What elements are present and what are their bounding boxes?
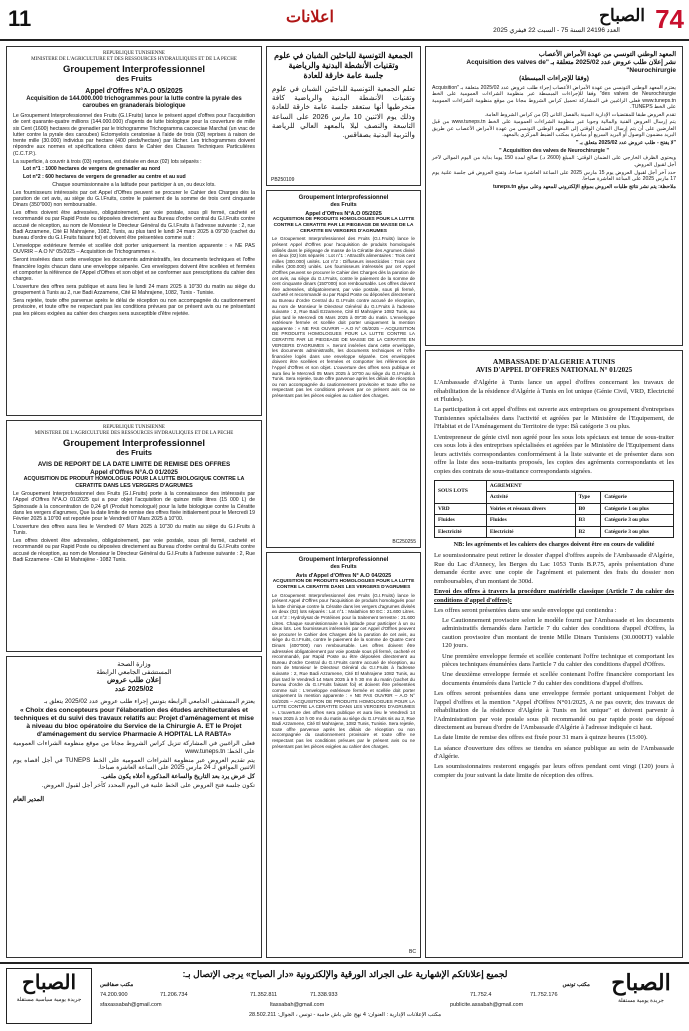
ad3-p4: يتم تقديم العروض عبر منظومة الشراءات العمومية على الخط TUNEPS في أجل أقصاه يوم الاثنين الموافق لـ 24 مارس 2025 على الساعة العاشرة صباحا. — [13, 756, 255, 772]
gip-logo: REPUBLIQUE TUNISIENNE MINISTERE DE L'AGRICULTURE DES RESSOURCES HYDRAULIQUES ET DE LA PECHE Groupement Interprofessionnel des Fruits — [34, 425, 234, 457]
table-head: Catégorie — [601, 492, 674, 504]
ad1-p2: La superficie, à couvrir à trois (03) reprises, est divisée en deux (02) lots séparés : — [13, 158, 202, 165]
footer — [0, 962, 689, 1031]
ad-institut-neurologie — [425, 46, 683, 346]
ad-avis-report — [6, 420, 262, 652]
table-row: VRD Voiries et réseaux divers B0 Catégorie 1 ou plus — [435, 503, 674, 515]
ad1-subtitle: Acquisition de 144.000.000 trichogrammes pour la lutte contre la pyrale des caroubes en granaderais biologique — [26, 96, 242, 109]
ad5-body: Le Groupement Interprofessionnel des Fruits (G.I.Fruits) lance le présent Appel d'Offres pour l'acquisition de produits homologués utilisés dans le piégeage de masse de la Cératite des Agrumes divisé en deux (02) lots séparés : Lot n°1 : Attractifs alimentaires : Trois cent milles (300.000) unités. Lot n°2 : Diffuseurs insecticides : Trois cent milles (300.000) unités. Les fournisseurs intéressés par cet Appel d'Offres peuvent se procurer le Cahier des Charges dès la parution de cet avis, au siège du G.I.Fruits, contre le paiement de la somme de cent cinquante dinars (150"000) non remboursable. Les offres doivent être adressées, obligatoirement, par voie postale, sous pli fermé, cacheté et recommandé ou par Rapid Poste ou déposées directement au Bureau d'ordre Central du G.I.Fruits contre accusé de réception, au nom de Monsieur le Directeur Général du G.I.Fruits à l'adresse suivante : 2, Rue Badi Ezzamene, Cité El Mahrajene 1082 Tunis, au plus tard le Mercredi 05 Mars 2025 à 09"30 du matin. L'enveloppe extérieure fermée et scellée doit porter uniquement la mention apparente : « NE PAS OUVRIR – A.O N° 05/2025 – ACQUISITION DE PRODUITS HOMOLOGUES POUR LA LUTTE CONTRE LA CERATITE PAR LE PIEGEAGE DE MASSE DE LA CERATITE EN VERGERS D'AGRUMES ». Seront insérées dans cette enveloppe, les documents administratifs, les documents techniques et l'offre financière logés dans une enveloppe séparée. Ces enveloppes doivent être scellées et fermées et comporter les références de l'Appel d'Offres et son objet. L'ouverture des offres sera publique et aura lieu le Mercredi 05 Mars 2025 à 10"00 au siège du G.I.Fruits à Tunis. Sera rejetée, toute offre parvenue après les délais de réception ou non accompagnée du cautionnement provisoire et toute offre ne respectant pas les conditions prévues par ce présent avis ou ne présentant pas les pièces exigées au cahier des charges. — [272, 236, 415, 399]
section-title: اعلانات — [286, 9, 334, 26]
ad-appel-offres-piegeage — [266, 190, 421, 548]
issue-line: العدد 24196 السنة 75 - السبت 22 فيفري 2025 — [493, 27, 620, 34]
tel: 71.338.933 — [310, 992, 338, 998]
ad6-subtitle: ACQUISITION DE PRODUITS HOMOLOGUES POUR LA LUTTE CONTRE LA CERATITE DANS LES VERGERS D'AGRUMES — [272, 579, 415, 590]
ad5-title: Appel d'Offres N°A.O 05/2025 — [305, 210, 382, 217]
ad3-sign: المدير العام — [13, 796, 45, 804]
brand-number: 74 — [655, 4, 684, 34]
tel: 71.206.734 — [160, 992, 188, 998]
ad4-subtitle: جلسة عامة خارقة للعادة — [303, 71, 384, 80]
ad1-p5: Les offres doivent être adressées, obligatoirement, par voie postale, sous pli fermé, cacheté et recommandé ou par Rapid Poste ou déposées directement au Bureau d'ordre central du G.I.Fruits contre accusé de réception, au nom de Monsieur le Directeur Général du G.I.Fruits à l'adresse suivante : 2, rue Badi Azzamene, Cité El Mahrajene, 1082, Tunis, au plus tard le lundi 24 mars 2025 à 09"30 (cachet du bureau d'ordre du G.I.Fruits faisant foi) et doivent être présentées comme suit : — [13, 210, 255, 242]
ad1-title: Appel d'Offres N°A.O 05/2025 — [85, 88, 183, 95]
tel: 74.200.900 — [100, 992, 128, 998]
ad7-l1: المعهد الوطني التونسي من عهدة الأمراض الأعصاب — [538, 51, 676, 58]
ad1-p6: L'enveloppe extérieure fermée et scellée doit porter uniquement la mention apparente : « NE PAS OUVRIR – A.O N° 05/2025 – Acquisition de Trichogrammes ». — [13, 243, 255, 256]
ad7-body3: يتم إرسال العروض الفنية والمالية وجوبا عبر منظومة الشراءات العمومية على الخط www.tuneps.tn من قبل العارضين على أن يتم إرسال الضمان الوقتي إلى المعهد الوطني التونسي من عهدة الأمراض الأعصاب عن طريق البريد مضمون الوصول أو البريد السريع أو مباشرة بمكتب الضبط المركزي بالمعهد. — [432, 119, 676, 139]
ad4-code: PB250109 — [271, 177, 295, 183]
ad7-l2: نشر إعلان طلب عروض عدد 2025/02 متعلقة بـ "Acquisition des valves de Neurochirurgie" — [466, 59, 676, 74]
header-rule — [0, 39, 689, 41]
ad8-p10: Les soumissionnaires resteront engagés par leurs offres pendant cent vingt (120) jours à compter du jour suivant la date limite de réception des offres. — [434, 763, 674, 779]
ad8-p1: L'Ambassade d'Algérie à Tunis lance un appel d'offres concernant les travaux de réhabilitation de la résidence d'Algérie à Tunis en lot unique (Génie Civil, VRD, Electricité et Fluides). — [434, 379, 674, 404]
office-sfax: مكتب صفاقس — [100, 982, 134, 988]
page-number: 11 — [8, 6, 32, 31]
gip-logo: REPUBLIQUE TUNISIENNE MINISTERE DE L'AGRICULTURE ET DES RESSOURCES HYDRAULIQUES ET DE LA PECHE Groupement Interprofessionnel des Fruits — [31, 51, 237, 83]
ad6-body: Le Groupement Interprofessionnel des Fruits (G.I.Fruits) lance le présent Appel d'Offres pour l'acquisition de produits homologués pour la lutte chimique contre la Cératite dans les vergers d'agrumes divisés en deux (02) lots séparés : Lot n°1 : Malathion 50 EC : 21.600 Litres. Lot n°2 : Hydrolysat de Protéines pour la traitement terrestre : 21.600 Litres. Chaque soumissionnaire a la latitude pour participer à un ou deux lots. Les fournisseurs intéressés par cet Appel d'Offres peuvent se procurer le Cahier des Charges dès la parution de cet avis, au siège du G.I.Fruits, contre le paiement de la somme de Quatre Cent Dinars (400"000) non remboursable. Les offres doivent être adressées obligatoirement par voie postale sous pli fermé, cacheté et recommandé, par Rapid Poste ou être déposées directement au Bureau d'ordre Central du G.I.Fruits contre accusé de réception, au nom de Monsieur le Directeur Général du G.I.Fruits à l'adresse suivante : 2, Rue Badi Azzamene, Cité El Mahrajene 1082 Tunis, au plus tard le Vendredi 14 Mars 2025 à 9 h 30 mn du matin (cachet du bureau d'ordre du G.I.Fruits faisant foi) et doivent être présentées comme suit : L'enveloppe extérieure fermée et scellée doit porter uniquement la mention apparente : « NE PAS OUVRIR – A.O N° 04/2025 – ACQUISITION DE PRODUITS HOMOLOGUES POUR LA LUTTE CONTRE LA CERATITE DANS LES VERGERS D'AGRUMES ». L'ouverture des offres sera publique et aura lieu le Vendredi 14 Mars 2025 à 10 h 00 mn du matin au siège du G.I.Fruits sis au 2, Rue Badi Azzamene, Cité El Mahrajene, 1082 Tunis, Tunisie. Sera rejetée, toute offre parvenue après les délais de réception ou non accompagnée du cautionnement provisoire et toute offre ne respectant pas les conditions prévues par le présent avis ou ne présentant pas les pièces exigées au cahier des charges. — [272, 592, 415, 749]
ad8-i1: Le Cautionnement provisoire selon le modèle fourni par l'Ambassade et les documents administratifs demandés dans l'article 7 du cahier des conditions d'appel d'Offres, la caution provisoire d'un montant de trente Mille Dinars Tunisiens (30.000DT) valable 120 jours. — [442, 616, 674, 650]
ad6-title: Avis d'Appel d'Offres N° A.O 04/2025 — [295, 572, 392, 579]
ad2-p3: Les offres doivent être adressées, obligatoirement, par voie postale, sous pli fermé, cacheté et recommandé ou par Rapid Poste ou déposées directement au Bureau d'ordre central du G.I.Fruits contre accusé de réception, au nom de Monsieur le Directeur Général du G.I.Fruits à l'adresse suivante : 2, Rue Badi Ezzamene - Cité El Mahrajène - 1082 Tunis. — [13, 538, 255, 563]
ad8-p5: Envoi des offres à travers la procédure matérielle classique (Article 7 du cahier des conditions d'appel d'offres): — [434, 587, 674, 604]
ad2-p2: L'ouverture des offres aura lieu le Vendredi 07 Mars 2025 à 10"30 du matin au siège du G.I.Fruits à Tunis. — [13, 523, 255, 537]
ad8-p2: La participation à cet appel d'offres est ouverte aux entreprises ou groupement d'entreprises Tunisiennes spécialisées dans l'activité et agréées par le Ministère de l'Equipement, de l'Habitat et de l'Aménagement du Territoire de type: Bâ catégorie 3 ou plus. — [434, 406, 674, 431]
ad8-i3: Une deuxième enveloppe fermée et scellée contenant l'offre financière comportant les documents énumérés dans l'article 7 du cahier des conditions d'appel d'offres. — [442, 671, 674, 687]
table-head: SOUS LOTS — [435, 480, 487, 503]
email: sfaxassabah@gmail.com — [100, 1002, 162, 1008]
ad-association — [266, 46, 421, 186]
gip-logo: Groupement Interprofessionnel des Fruits — [298, 557, 389, 570]
ad3-p3: فعلى الراغبين في المشاركة تنزيل كراس الشروط مجانا من موقع منظومة الشراءات العمومية على الخط: www.tuneps.tn — [13, 740, 255, 755]
ad5-subtitle: ACQUISITION DE PRODUITS HOMOLOGUES POUR LA LUTTE CONTRE LA CERATITE PAR LE PIEGEAGE DE MASSE DE LA CERATITE EN VERGERS D'AGRUMES — [272, 217, 415, 234]
ad8-i2: Une première enveloppe fermée et scellée contenant l'offre technique et comportant les pièces techniques énumérées dans l'article 7 du cahier des conditions d'appel d'Offres. — [442, 652, 674, 669]
ad-hopital-rabta — [6, 656, 262, 958]
ad8-p8: La date limite de remise des offres est fixée pour 31 mars à quinze heures (15:00). — [434, 734, 648, 742]
footer-title: لجميع إعلاناتكم الإشهارية على الجرائد الورقية والإلكترونية «دار الصباح» يرجى الإتصال بـ: — [182, 969, 508, 979]
table-head: Type — [575, 492, 601, 504]
ad7-l5: " Acquisition des valves de Neurochirurgie " — [499, 147, 609, 154]
ad8-nb: NB: les agréments et les cahiers des charges doivent être en cours de validité — [453, 541, 655, 549]
ad3-p5: كل عرض يرد بعد التاريخ والساعة المذكورة أعلاه يكون ملغى. — [101, 773, 255, 781]
header — [0, 0, 689, 42]
ad4-title: الجمعية التونسية للباحثين الشبان في علوم وتقنيات الأنشطة البدنية والرياضية — [274, 51, 413, 70]
ad1-p8: L'ouverture des offres sera publique et aura lieu le lundi 24 mars 2025 à 10"30 du matin au siège du groupement à Tunis au 2, rue Badi Azzamene, Cité El Mahrajene, 1082, Tunis - Tunisie. — [13, 283, 255, 297]
ad3-p1: يعتزم المستشفى الجامعي الرابطة بتونس إجراء طلب عروض عدد 2025/02 يتعلق بـ — [44, 698, 255, 705]
ad8-title: AMBASSADE D'ALGERIE A TUNIS — [492, 357, 616, 366]
tel: 71.752.4 — [470, 992, 492, 998]
ad3-p2: « Choix des concepteurs pour l'élaboration des études architecturales et techniques et du suivi des travaux relatifs au: Projet d'aménagement et mise à niveau du bloc opératoire du Service de la Chirurgie A. ET le Projet d'aménagement du service Pharmacie A HOPITAL LA RABTA» — [14, 706, 254, 738]
ad1-p9: Sera rejetée, toute offre parvenue après le délai de réception ou non accompagnée du cautionnement provisoire, et toute offre ne respectant pas les conditions prévues par ce présent avis ou ne présentant pas les pièces exigées au cahier des charges sera susceptible d'être rejetée. — [13, 298, 255, 317]
ad2-p1: Le Groupement Interprofessionnel des Fruits (G.I.Fruits) porte à la connaissance des intéressés par l'Appel d'Offres N°A.O 01/2025 qui a pour objet l'acquisition de quinze mille litres (15 000 L) de Spinosade à la concentration de 0,24 g/l (Produit homologué) pour la lutte biologique contre la Cératite dans les vergers d'agrumes, Que la date limite de remise des offres fixée initialement pour le Mercredi 19 Février 2025 à 10"00 est reportée pour le Vendredi 07 Mars 2025 à 10"00. — [13, 491, 255, 523]
ad8-p7: Les offres seront présentées dans une enveloppe fermée portant uniquement l'objet de l'appel d'offres et la mention "Appel d'Offres N°01/2025, A ne pas ouvrir, des travaux de réhabilitation de la résidence d'Algérie à Tunis en lot unique" et doivent parvenir à l'Administration par voie postale sous pli recommandé ou par rapide poste ou déposé directement au bureau d'ordre de l'Ambassade d'Algérie à l'adresse indiquée ci haut. — [434, 689, 674, 732]
tel: 71.352.811 — [250, 992, 278, 998]
ad-ambassade-algerie — [425, 350, 683, 958]
ad6-code: BC — [409, 949, 416, 955]
office-tunis: مكتب تونس — [562, 982, 590, 988]
ad1-p4: Les fournisseurs intéressés par cet Appel d'Offres peuvent se procurer le Cahier des Charges dès la parution de cet avis, au siège du G.I.Fruits, contre le paiement de la somme de trois cent cinquante Dinars (350"000) non remboursable. — [13, 189, 255, 209]
table-row: Fluides Fluides B3 Catégorie 3 ou plus — [435, 515, 674, 527]
sublots-table — [434, 480, 674, 539]
ad1-lot2: Lot n°2 : 600 hectares de vergers de grenadier au centre et au sud — [23, 174, 186, 181]
ad1-lot1: Lot n°1 : 1000 hectares de vergers de grenadier au nord — [23, 166, 161, 173]
tel: 71.752.176 — [530, 992, 558, 998]
ad7-body5: حدد آخر أجل لقبول العروض يوم 15 مارس 2025 على الساعة العاشرة صباحا، وتفتح العروض في جلسة علنية يوم 17 مارس 2025 على الساعة العاشرة صباحا. — [432, 169, 676, 182]
ad-appel-offres-trichogrammes — [6, 46, 262, 416]
ad8-p9: La séance d'ouverture des offres se tiendra en séance publique au sein de l'Ambassade d'Algérie. — [434, 744, 674, 761]
ad7-body6: ملاحظة: يتم نشر نتائج طلبات العروض بموقع الإلكتروني للمعهد وعلى موقع tuneps.tn — [492, 183, 676, 190]
ad2-ref: Appel d'Offres N°A.O 01/2025 — [90, 468, 178, 476]
table-head: Activité — [486, 492, 575, 504]
email: ltassabah@gmail.com — [270, 1002, 325, 1008]
table-row: Electricité Electricité B2 Catégorie 3 ou plus — [435, 526, 674, 538]
ad-appel-offres-ceratite — [266, 552, 421, 958]
ad2-title: AVIS DE REPORT DE LA DATE LIMITE DE REMISE DES OFFRES — [37, 461, 231, 468]
footer-logo-left: الصباح جريدة يومية سياسية مستقلة — [6, 968, 92, 1024]
ad3-header: وزارة الصحة المستشفى الجامعي الرابطة إعلان طلب عروض 2025/02 عدد — [96, 661, 172, 693]
ad7-body1: يعتزم المعهد الوطني التونسي من عهدة الأمراض الأعصاب إجراء طلب عروض عدد 2025/02 متعلقة بـ "Acquisition des valves de Neurochirurgie" وفقا للإجراءات المبسطة عبر منظومة الشراءات العمومية على الخط www.tuneps.tn فعلى الراغبين في المشاركة تحميل كراس الشروط مجانا من موقع منظومة الشراءات العمومية على الخط TUNEPS. — [432, 85, 677, 110]
ad5-code: BC250255 — [392, 539, 416, 545]
ad7-body2: تقدم العروض طبقا للمقتضيات الإدارية المبينة بالفصل الثاني (2) من كراس الشروط العامة. — [484, 111, 676, 118]
footer-line: مكتب الإعلانات الإدارية : العنوان: 4 نهج علي باش حامبة - تونس ، الجوال: 28.502.211 — [248, 1012, 442, 1018]
ad8-subtitle: AVIS D'APPEL D'OFFRES NATIONAL N° 01/2025 — [475, 366, 633, 374]
ad8-p3: L'entrepreneur de génie civil non agréé pour les sous lots spéciaux est tenue de sous-traiter ces sous lots à des entreprises spécialisées et agréées par le Ministère de l'Equipement dans leurs activités correspondantes conformément à la liste suivante et de présenter dans son offre la liste des sous-traitants proposés, les copies des agréments correspondants et les copies des contrats de sous-traitance correspondants signées. — [434, 433, 674, 475]
ad3-p6: تكون جلسة فتح العروض على الخط علنية في اليوم المحدد كآخر أجل لقبول العروض. — [41, 781, 255, 789]
ad7-body4: ويحتوي الظرف الخارجي على الضمان الوقتي: المبلغ (2600 د.) صالح لمدة 150 يوما بداية من اليوم الموالي لآخر أجل لقبول العروض. — [432, 155, 677, 168]
ad1-p1: Le Groupement Interprofessionnel des Fruits (G.I.Fruits) lance le présent appel d'offres pour l'acquisition de cent quarante-quatre millions (144.000.000) d'agents de lutte biologique pour la couverture de mille six Cent (1600) hectares de grenadier par le trichogramme Trichogramma cacoeciae Marchal (un vrac de lutter contre la pyrale des caroubes) Ectomyelois ceratoniae à l'aide de trois (03) reprises à raison de trente mille (30.000) individus par hectare (400 pieds/hectare) par lâcher. Les trichogrammes doivent répondre aux normes et spécifications citées dans le Cahier des Clauses Techniques Particulières (C.C.T.P.). — [13, 113, 255, 157]
ad4-body: تعلم الجمعية التونسية للباحثين الشبان في علوم وتقنيات الأنشطة البدنية والرياضية كافة منخرطيها أنها ستعقد جلسة عامة خارقة للعادة وذلك يوم الاثنين 10 مارس 2026 على الساعة التاسعة والنصف ليلا بالمعهد العالي للرياضة والتربية البدنية بصفاقس. — [272, 84, 415, 140]
ad7-l3: (وفقا للإجراءات المبسطة) — [519, 75, 589, 82]
ad2-subtitle: ACQUISITION DE PRODUIT HOMOLOGUE POUR LA LUTTE BIOLOGIQUE CONTRE LA CERATITE DANS LES VERGERS D'AGRUMES — [23, 476, 245, 489]
gip-logo: Groupement Interprofessionnel des Fruits — [298, 195, 389, 208]
ad7-l4: "لا يفتح - طلب عروض عدد 2025/02 متعلق بـ " — [576, 139, 676, 146]
ad8-p6: Les offres seront présentées dans une seule enveloppe qui contiendra : — [434, 606, 617, 614]
brand-logo: الصباح — [599, 6, 645, 25]
ad1-p3: Chaque soumissionnaire a la latitude pour participer à un, ou deux lots. — [52, 181, 216, 188]
email: publicite.assabah@gmail.com — [450, 1002, 524, 1008]
ad1-p7: Seront insérées dans cette enveloppe les documents administratifs, les documents techniques et l'offre financière logés chacun dans une enveloppe séparée. Ces enveloppes doivent être scellées et fermées et comporter la référence de l'Appel d'Offres et son objet et se conformer aux prescriptions du cahier des charges. — [13, 257, 255, 283]
footer-brand: الصباح جريدة يومية مستقلة — [611, 970, 671, 1004]
table-head: AGREMENT — [486, 480, 673, 492]
ad8-p4: Le soumissionnaire peut retirer le dossier d'appel d'offres auprès de l'Ambassade d'Algérie, Rue du Lac d'Annecy, les Berges du Lac 1053 Tunis B.P.75, après présentation d'une demande écrite avec une copie de l'agrément et paiement des frais du dossier non remboursables, d'un montant de 300d. — [434, 552, 674, 585]
footer-contacts — [100, 982, 590, 1022]
